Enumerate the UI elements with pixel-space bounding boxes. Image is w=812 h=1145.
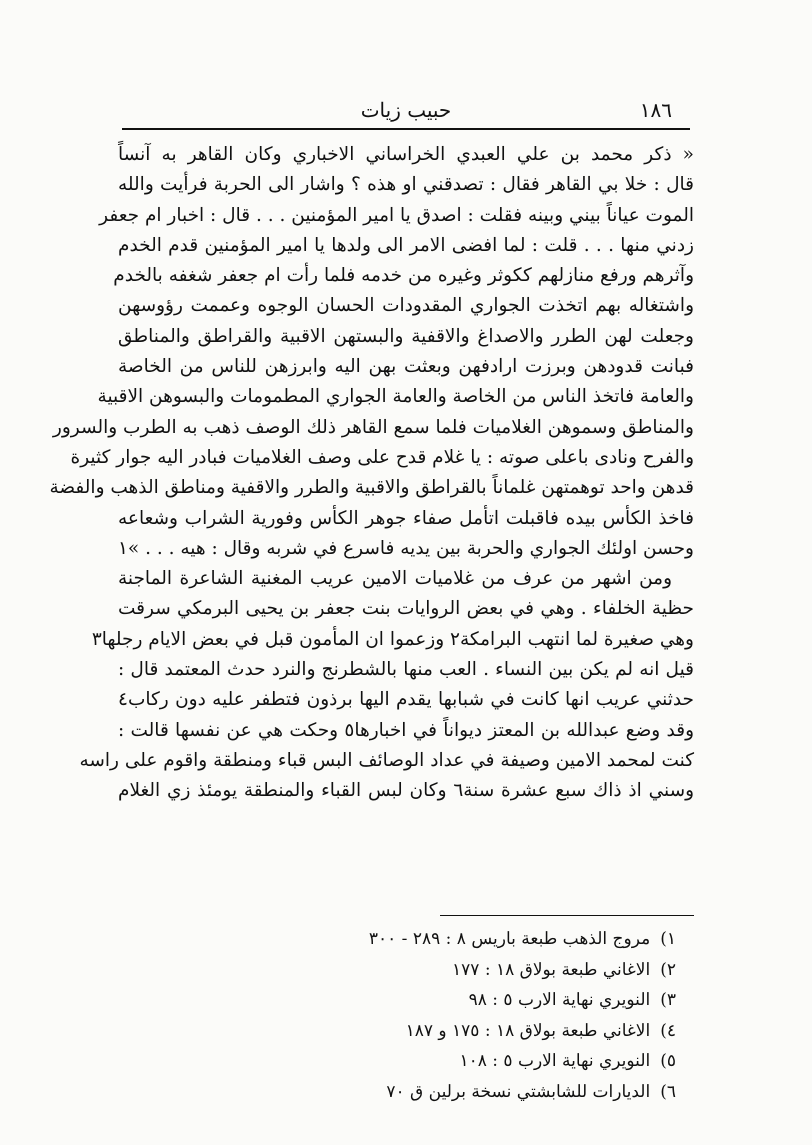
footnote-number: ٣) bbox=[660, 990, 676, 1010]
body-line: قيل انه لم يكن بين النساء . العب منها بالشطرنج والنرد حدث المعتمد قال : bbox=[118, 659, 694, 681]
footnote-item bbox=[118, 1077, 694, 1108]
body-line: زدني منها . . . قلت : لما افضى الامر الى ولدها يا امير المؤمنين قدم الخدم bbox=[118, 234, 694, 256]
body-line: قدهن واحد توهمتهن غلماناً بالقراطق والاقبية والطرر والاقفية ومناطق الذهب والفضة bbox=[49, 477, 694, 499]
footnote-text: النويري نهاية الارب ٥ : ١٠٨ bbox=[459, 1051, 651, 1071]
page-number: ١٨٦ bbox=[639, 98, 672, 122]
body-line: وقد وضع عبدالله بن المعتز ديواناً في اخبارها٥ وحكت هي عن نفسها قالت : bbox=[118, 719, 695, 741]
footnote-number: ١) bbox=[660, 929, 676, 949]
footnote-number: ٢) bbox=[660, 959, 676, 980]
body-text bbox=[49, 140, 695, 807]
body-line: قال : خلا بي القاهر فقال : تصدقني او هذه ؟ واشار الى الحربة فرأيت والله bbox=[118, 174, 694, 196]
footnote-rule bbox=[440, 915, 694, 916]
body-line: واشتغاله بهم اتخذت الجواري المقدودات الحسان الوجوه وعممت رؤوسهن bbox=[118, 295, 694, 317]
page-header bbox=[122, 92, 690, 126]
footnote-text: مروج الذهب طبعة باريس ٨ : ٢٨٩ - ٣٠٠ bbox=[368, 929, 651, 949]
body-line: وسني اذ ذاك سبع عشرة سنة٦ وكان لبس القباء والمنطقة يومئذ زي الغلام bbox=[118, 780, 695, 802]
body-line: وهي صغيرة لما انتهب البرامكة٢ وزعموا ان المأمون قبل في بعض الايام رجلها٣ bbox=[91, 628, 694, 650]
header-rule bbox=[122, 128, 690, 130]
body-line: « ذكر محمد بن علي العبدي الخراساني الاخباري وكان القاهر به آنساً bbox=[118, 144, 694, 165]
body-line: والعامة فاتخذ الناس من الخاصة والعامة الجواري المطمومات والبسوهن الاقبية bbox=[97, 386, 694, 408]
footnote-item bbox=[118, 985, 694, 1016]
footnote-text: الاغاني طبعة بولاق ١٨ : ١٧٥ و ١٨٧ bbox=[405, 1020, 651, 1041]
footnote-item bbox=[118, 1016, 694, 1047]
body-line: حدثني عريب انها كانت في شبابها يقدم اليها برذون فتطفر عليه دون ركاب٤ bbox=[118, 689, 694, 711]
footnote-text: النويري نهاية الارب ٥ : ٩٨ bbox=[468, 990, 651, 1010]
running-title: حبيب زيات bbox=[360, 98, 452, 122]
footnotes bbox=[118, 924, 694, 1107]
body-line: والمناطق وسموهن الغلاميات فلما سمع القاهر ذلك الوصف ذهب به الطرب والسرور bbox=[52, 416, 694, 438]
footnote-item bbox=[118, 924, 694, 955]
body-line: فاخذ الكأس بيده فاقبلت اتأمل صفاء جوهر الكأس وفورية الشراب وشعاعه bbox=[118, 507, 694, 529]
footnote-text: الاغاني طبعة بولاق ١٨ : ١٧٧ bbox=[452, 959, 651, 980]
footnote-number: ٦) bbox=[660, 1081, 676, 1102]
body-line: وحسن اولئك الجواري والحربة بين يديه فاسرع في شربه وقال : هيه . . . »١ bbox=[117, 537, 694, 559]
body-line: كنت لمحمد الامين وصيفة في عداد الوصائف البس قباء ومنطقة واقوم على راسه bbox=[79, 749, 694, 771]
body-line: حظية الخلفاء . وهي في بعض الروايات بنت جعفر بن يحيى البرمكي سرقت bbox=[118, 598, 694, 620]
body-line: فبانت قدودهن وبرزت ارادفهن وبعثت بهن اليه وابرزهن للناس من الخاصة bbox=[118, 356, 694, 378]
body-line: وجعلت لهن الطرر والاصداغ والاقفية والبستهن الاقبية والقراطق والمناطق bbox=[118, 325, 694, 347]
body-line: الموت عياناً بيني وبينه فقلت : اصدق يا امير المؤمنين . . . قال : اخبار ام جعفر bbox=[99, 204, 694, 226]
footnote-item bbox=[118, 955, 694, 986]
footnote-number: ٤) bbox=[660, 1020, 676, 1041]
body-line: والفرح ونادى باعلى صوته : يا غلام قدح على وصف الغلاميات فبادر اليه جوار كثيرة bbox=[70, 446, 694, 468]
body-line: ومن اشهر من عرف من غلاميات الامين عريب المغنية الشاعرة الماجنة bbox=[118, 568, 672, 590]
footnote-number: ٥) bbox=[660, 1051, 676, 1071]
footnote-text: الديارات للشابشتي نسخة برلين ق ٧٠ bbox=[386, 1081, 651, 1102]
body-line: وآثرهم ورفع منازلهم ككوثر وغيره من خدمه فلما رأت ام جعفر شغفه بالخدم bbox=[113, 265, 694, 287]
footnote-item bbox=[118, 1046, 694, 1077]
